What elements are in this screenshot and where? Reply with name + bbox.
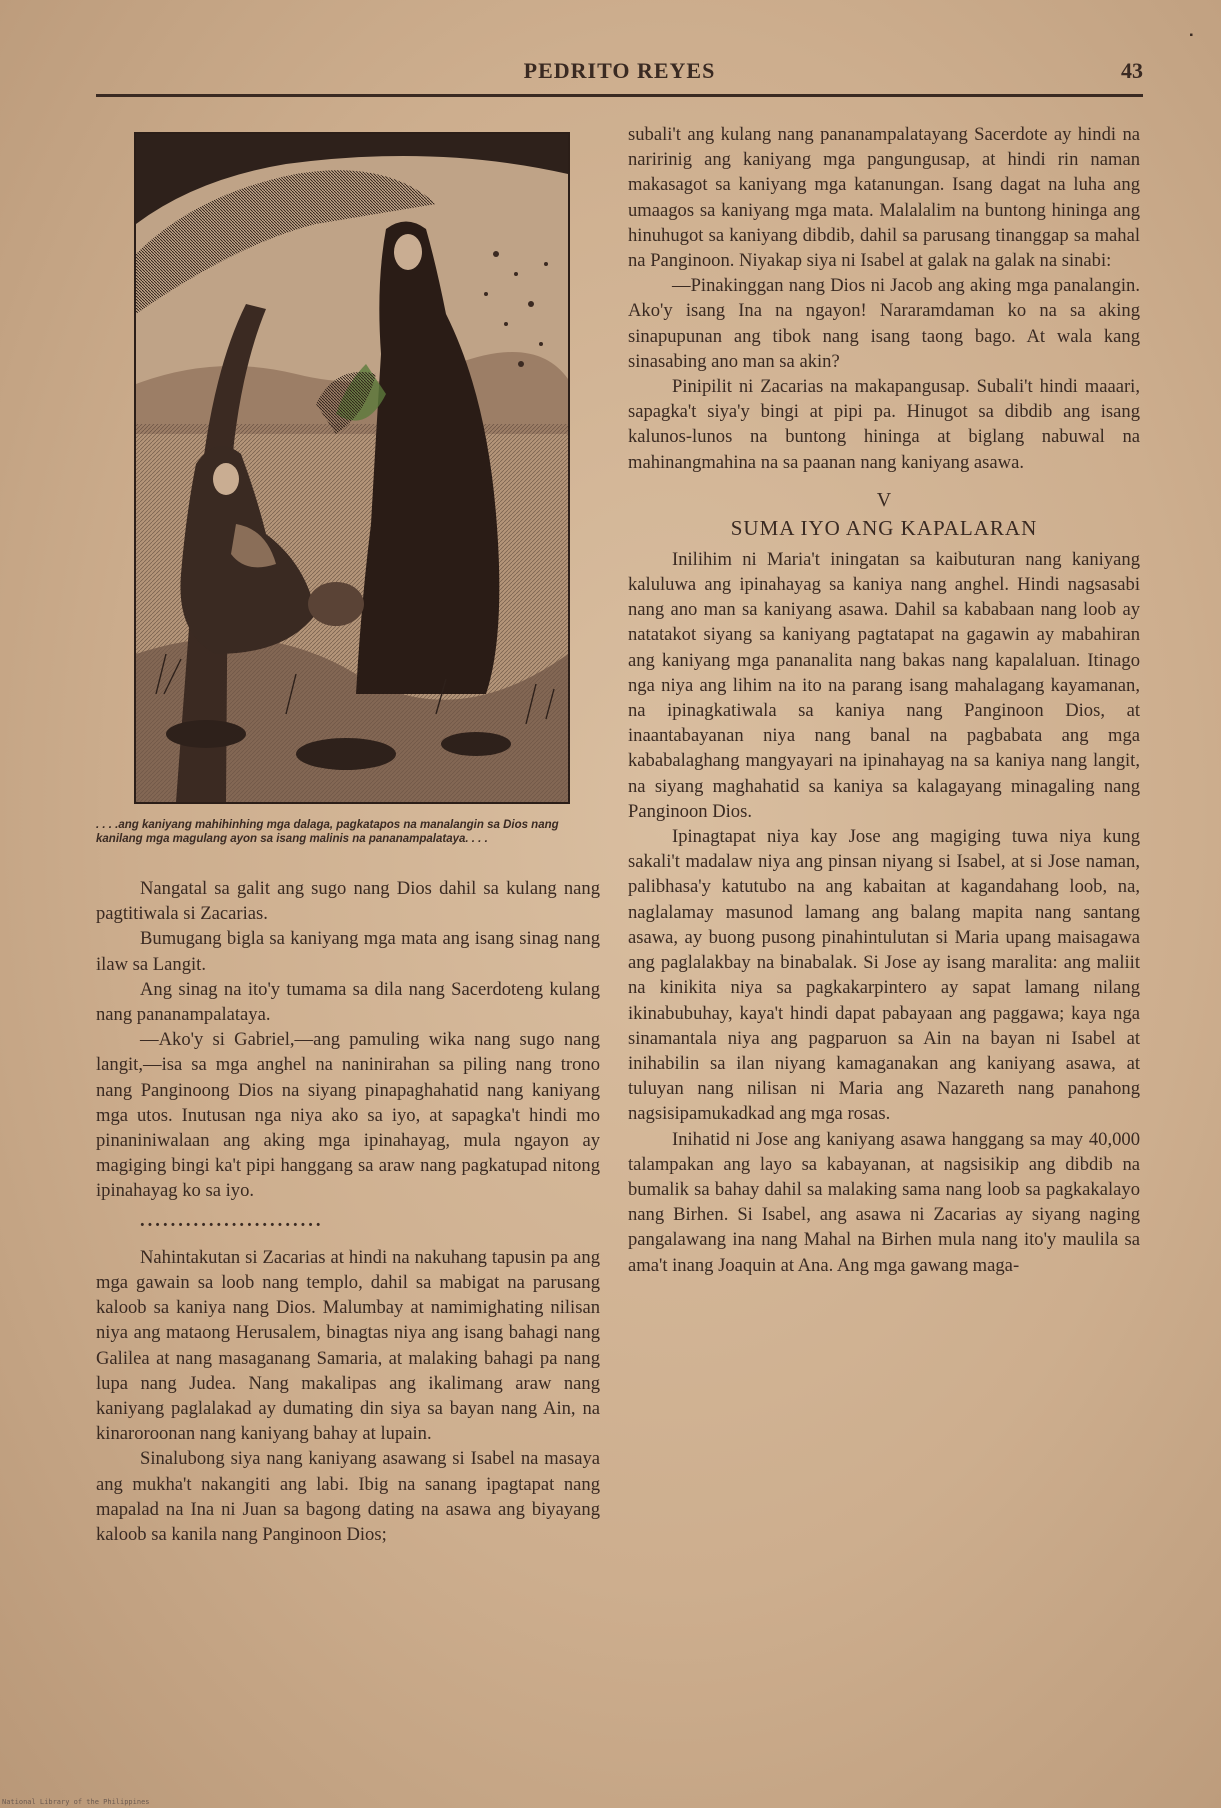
paragraph: Bumugang bigla sa kaniyang mga mata ang isang sinag nang ilaw sa Langit. — [96, 928, 600, 975]
section-separator: ........................ — [140, 1209, 324, 1231]
right-column — [628, 122, 1140, 1278]
paragraph: Ipinagtapat niya kay Jose ang magiging tuwa niya kung sakali't madalaw niya ang pinsan niyang si Isabel, at si Jose naman, palibhasa'y katutubo na ang kabaitan at kagandahang loob, na, naglalamay masunod lamang ang balang mapita nang santang asawa, ay buong pusong pinahintulutan si Maria upang maisagawa ang paglalakbay na binabalak. Si Jose ay isang maralita: ang maliit na kinikita niya sa pagkakarpintero ay sapat lamang nilang ikinabubuhay, kaya't hindi dapat pabayaan ang paggawa; kaya nga sinamantala niya ang pagparuon sa Ain na bayan ni Isabel at inihabilin sa ilan niyang kamaganakan ang kaniyang asawa, at tuluyan nang nilisan ni Maria ang Nazareth nang panahong nagsisipamukadkad ang mga rosas. — [628, 826, 1140, 1125]
paragraph: Inihatid ni Jose ang kaniyang asawa hanggang sa may 40,000 talampakan ang layo sa kabayanan, at nagsisikip ang dibdib na bumalik sa bahay dahil sa malaking sama nang loob sa pagkakalayo nang Birhen. Si Isabel, ang asawa ni Zacarias ay siyang naging pangalawang ina nang Mahal na Birhen mula nang ito'y maulila sa ama't inang Joaquin at Ana. Ang mga gawang maga- — [628, 1128, 1140, 1276]
figure-caption: . . . .ang kaniyang mahihinhing mga dalaga, pagkatapos na manalangin sa Dios nang kanilang mga magulang ayon sa isang malinis na pananampalataya. . . . — [96, 819, 559, 845]
engraving-illustration — [134, 132, 570, 804]
paragraph: Ang sinag na ito'y tumama sa dila nang Sacerdoteng kulang nang pananampalataya. — [96, 978, 600, 1026]
corner-mark: ▪ — [1189, 30, 1193, 41]
chapter-title: SUMA IYO ANG KAPALARAN — [730, 515, 1038, 540]
paragraph: Nahintakutan si Zacarias at hindi na nakuhang tapusin pa ang mga gawain sa loob nang templo, dahil sa mabigat na parusang kaloob sa kaniya nang Dios. Malumbay at namimighating nilisan niya ang mataong Herusalem, binagtas niya ang isang bahagi nang Galilea at nang masaganang Samaria, at malaking bahagi pa nang lupa nang Judea. Nang makalipas ang ikalimang araw nang kaniyang paglalakad ay dumating din siya sa bayan nang Ain, na kinaroroonan nang kaniyang bahay at lupain. — [96, 1246, 600, 1445]
paragraph: Sinalubong siya nang kaniyang asawang si Isabel na masaya ang mukha't nakangiti ang labi. Ibig na sanang ipagtapat nang mapalad na Ina ni Juan sa bagong dating na asawa ang biyayang kaloob sa kanila nang Panginoon Dios; — [96, 1448, 600, 1546]
paragraph: Nangatal sa galit ang sugo nang Dios dahil sa kulang nang pagtitiwala si Zacarias. — [96, 878, 600, 925]
paragraph: Pinipilit ni Zacarias na makapangusap. Subali't hindi maaari, sapagka't siya'y bingi at pipi pa. Hinugot sa dibdib ang isang kalunos-lunos na buntong hininga at biglang nabuwal na mahinangmahina na sa paanan nang kaniyang asawa. — [628, 376, 1140, 473]
running-title: PEDRITO REYES — [523, 58, 716, 83]
page-number: 43 — [1121, 58, 1143, 83]
paragraph: Inilihim ni Maria't iningatan sa kaibuturan nang kaniyang kaluluwa ang ipinahayag sa kaniya nang anghel. Hindi nagsasabi nang ano man sa kaniyang asawa. Dahil sa kababaan nang loob ay natatakot siyang sa kaniyang pagtatapat na gagawin ay mabahiran ang kaniyang mga pananalita nang bakas nang kapalaluan. Itinago nga niya ang lihim na ito na parang isang mahalagang kayamanan, na ipinagkatiwala sa kaniya nang Panginoon Dios, at inaantabayanan niya nang banal na pagbabata ang mga kababalaghang mangyayari na ipinahayag na sa kaniya nang langit, na siyang maghahatid sa kaniya sa kalagayang minagaling nang Panginoon Dios. — [628, 548, 1140, 822]
page-header — [96, 54, 1143, 97]
paragraph: —Ako'y si Gabriel,—ang pamuling wika nang sugo nang langit,—isa sa mga anghel na naninirahan sa piling nang trono nang Panginoong Dios na siyang pinapaghahatid nang kaniyang mga utos. Inutusan nga niya ako sa iyo, at sapagka't hindi mo pinaniniwalaan ang aking mga ipinahayag, mula ngayon ay magiging bingi ka't pipi hanggang sa araw nang pagkatupad nitong ipinahayag ko sa iyo. — [96, 1029, 600, 1202]
engraving-picture — [136, 134, 568, 802]
left-column — [96, 876, 600, 1547]
chapter-number: V — [876, 488, 892, 511]
archive-footer-note: National Library of the Philippines — [2, 1798, 150, 1806]
paragraph: —Pinakinggan nang Dios ni Jacob ang aking mga panalangin. Ako'y isang Ina na ngayon! Nararamdaman ko na sa aking sinapupunan ang tibok nang isang taong bago. At wala kang sinasabing ano man sa akin? — [628, 275, 1140, 372]
continued-paragraph: subali't ang kulang nang pananampalatayang Sacerdote ay hindi na naririnig ang kaniyang mga pangungusap, at hindi rin naman makasagot sa kaniyang mga katanungan. Isang dagat na luha ang umaagos sa kaniyang mga mata. Malalalim na buntong hininga ang hinuhugot sa kaniyang dibdib, dahil sa parusang tinanggap sa mahal na Panginoon. Niyakap siya ni Isabel at galak na galak na sinabi: — [628, 124, 1140, 272]
